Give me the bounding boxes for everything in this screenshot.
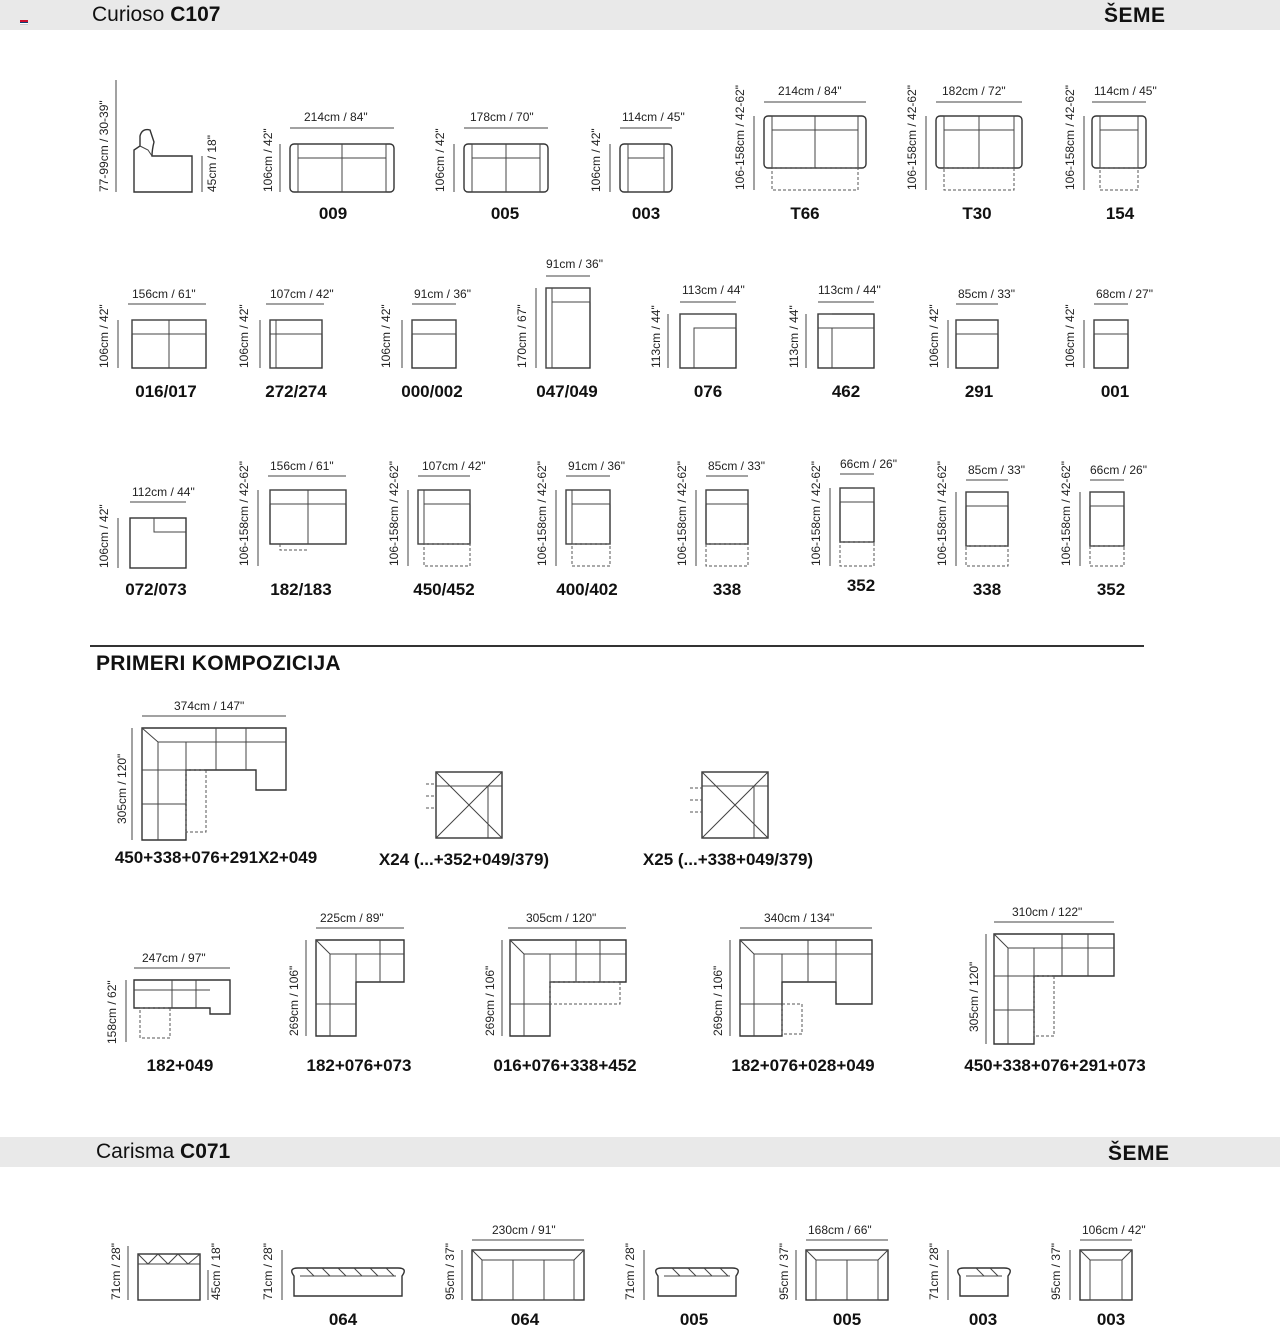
composition-182-049 [100, 946, 260, 1078]
scheme-code: 005 [832, 1310, 862, 1328]
carisma-side-profile [104, 1222, 234, 1312]
schemes-label: ŠEME [1108, 1142, 1170, 1165]
dim-height: 106cm / 42" [433, 128, 447, 192]
dim-height: 269cm / 106" [483, 965, 497, 1036]
dim-height: 106cm / 42" [1063, 304, 1077, 368]
dim-height: 113cm / 44" [649, 305, 663, 368]
dim-height: 106-158cm / 42-62" [1059, 461, 1073, 566]
scheme-code: 272/274 [265, 382, 327, 401]
dim-height: 106cm / 42" [379, 304, 393, 368]
dim-width: 113cm / 44" [818, 283, 881, 297]
dim-width: 156cm / 61" [270, 459, 334, 473]
composition-code: 182+049 [146, 1056, 214, 1075]
dim-height: 106-158cm / 42-62" [935, 461, 949, 566]
dim-height: 269cm / 106" [287, 965, 301, 1036]
dim-height: 71cm / 28" [261, 1243, 275, 1300]
dim-width: 107cm / 42" [270, 287, 334, 301]
dim-height: 106-158cm / 42-62" [237, 461, 251, 566]
carisma-005-top [772, 1222, 922, 1328]
dim-width: 106cm / 42" [1082, 1223, 1146, 1237]
scheme-450-452 [384, 446, 504, 604]
scheme-code: 076 [693, 382, 723, 401]
scheme-code: 003 [968, 1310, 998, 1328]
scheme-code: 016/017 [135, 382, 197, 401]
dim-width: 85cm / 33" [958, 287, 1015, 301]
dim-width: 182cm / 72" [942, 84, 1006, 98]
dim-width: 68cm / 27" [1096, 287, 1153, 301]
composition-X25 [628, 764, 828, 876]
dim-seat-height: 45cm / 18" [209, 1243, 223, 1300]
dim-width: 113cm / 44" [682, 283, 745, 297]
carisma-003-top [1046, 1222, 1176, 1328]
scheme-code: 352 [1096, 580, 1126, 599]
scheme-009 [258, 110, 408, 230]
dim-height: 106cm / 42" [927, 304, 941, 368]
scheme-code: 450/452 [413, 580, 475, 599]
composition-016-076-338-452 [480, 906, 650, 1078]
carisma-064-top [440, 1222, 610, 1328]
dim-height: 106-158cm / 42-62" [905, 85, 919, 190]
scheme-000-002 [376, 284, 488, 408]
scheme-182-183 [236, 446, 366, 604]
scheme-code: 400/402 [556, 580, 618, 599]
dim-width: 178cm / 70" [470, 110, 534, 124]
scheme-272-274 [236, 284, 356, 408]
scheme-005 [430, 110, 580, 230]
dim-height: 106cm / 42" [97, 304, 111, 368]
dim-width: 91cm / 36" [568, 459, 625, 473]
scheme-code: 338 [712, 580, 742, 599]
scheme-code: T66 [790, 204, 820, 223]
scheme-338-b [932, 446, 1042, 604]
scheme-047-049 [512, 252, 622, 408]
dim-height: 95cm / 37" [1049, 1243, 1063, 1300]
scheme-code: 009 [318, 204, 348, 223]
composition-1 [96, 694, 336, 874]
dim-height: 106-158cm / 42-62" [733, 85, 747, 190]
dim-height: 106cm / 42" [589, 128, 603, 192]
dim-height: 106-158cm / 42-62" [1063, 85, 1077, 190]
dim-height: 106-158cm / 42-62" [535, 461, 549, 566]
carisma-003-front [924, 1222, 1042, 1328]
dim-height: 158cm / 62" [105, 980, 119, 1044]
composition-code: X25 (...+338+049/379) [642, 850, 814, 869]
scheme-code: 291 [964, 382, 994, 401]
scheme-016-017 [96, 284, 236, 408]
dim-width: 230cm / 91" [492, 1223, 556, 1237]
dim-width: 66cm / 26" [1090, 463, 1147, 477]
composition-code: 182+076+073 [306, 1056, 412, 1075]
section-title: PRIMERI KOMPOZICIJA [96, 652, 341, 675]
scheme-code: 064 [328, 1310, 358, 1328]
scheme-T30 [902, 70, 1052, 230]
dim-width: 107cm / 42" [422, 459, 486, 473]
dim-height: 106cm / 42" [97, 504, 111, 568]
scheme-code: 072/073 [125, 580, 187, 599]
dim-width: 214cm / 84" [304, 110, 368, 124]
scheme-code: 003 [631, 204, 661, 223]
scheme-352-a [806, 442, 916, 604]
dim-width: 66cm / 26" [840, 457, 897, 471]
scheme-T66 [730, 70, 880, 230]
dim-height: 95cm / 37" [777, 1243, 791, 1300]
scheme-code: 064 [510, 1310, 540, 1328]
dim-height: 305cm / 120" [967, 961, 981, 1032]
scheme-003 [586, 110, 706, 230]
dim-height: 305cm / 120" [115, 753, 129, 824]
composition-code: X24 (...+352+049/379) [378, 850, 550, 869]
scheme-code: 003 [1096, 1310, 1126, 1328]
scheme-code: 182/183 [270, 580, 332, 599]
scheme-076 [648, 280, 768, 408]
scheme-338-a [672, 446, 782, 604]
scheme-154 [1060, 70, 1180, 230]
dim-seat-height: 45cm / 18" [205, 135, 219, 192]
scheme-291 [924, 284, 1034, 408]
dim-height: 71cm / 28" [109, 1243, 123, 1300]
product-title: Carisma C071 [96, 1140, 231, 1163]
dim-height: 106-158cm / 42-62" [809, 461, 823, 566]
schemes-label: ŠEME [1104, 4, 1166, 27]
dim-width: 214cm / 84" [778, 84, 842, 98]
composition-182-076-073 [284, 906, 434, 1078]
dim-height: 95cm / 37" [443, 1243, 457, 1300]
composition-182-076-028-049 [708, 906, 898, 1078]
dim-height: 106cm / 42" [261, 128, 275, 192]
dim-width: 310cm / 122" [1012, 905, 1083, 919]
flag-icon [20, 20, 28, 25]
carisma-064-front [258, 1222, 428, 1328]
scheme-072-073 [96, 478, 216, 604]
dim-width: 85cm / 33" [708, 459, 765, 473]
dim-width: 91cm / 36" [414, 287, 471, 301]
dim-height: 106cm / 42" [237, 304, 251, 368]
scheme-code: 001 [1100, 382, 1130, 401]
scheme-code: 154 [1105, 204, 1135, 223]
scheme-code: 005 [490, 204, 520, 223]
dim-width: 374cm / 147" [174, 699, 245, 713]
composition-code: 182+076+028+049 [731, 1056, 875, 1075]
dim-width: 112cm / 44" [132, 485, 195, 499]
scheme-side-profile [96, 70, 226, 210]
dim-width: 168cm / 66" [808, 1223, 872, 1237]
dim-height: 269cm / 106" [711, 965, 725, 1036]
scheme-352-b [1056, 446, 1166, 604]
dim-width: 114cm / 45" [622, 110, 685, 124]
dim-height: 113cm / 44" [787, 305, 801, 368]
dim-height: 106-158cm / 42-62" [387, 461, 401, 566]
dim-width: 305cm / 120" [526, 911, 597, 925]
scheme-code: 047/049 [536, 382, 598, 401]
scheme-code: 005 [679, 1310, 709, 1328]
scheme-code: 000/002 [401, 382, 463, 401]
scheme-462 [786, 280, 906, 408]
dim-width: 225cm / 89" [320, 911, 384, 925]
composition-code: 450+338+076+291+073 [964, 1056, 1146, 1075]
dim-width: 340cm / 134" [764, 911, 835, 925]
scheme-code: 338 [972, 580, 1002, 599]
scheme-code: 352 [846, 576, 876, 595]
header-band-carisma [0, 1137, 1280, 1167]
dim-width: 156cm / 61" [132, 287, 196, 301]
dim-width: 91cm / 36" [546, 257, 603, 271]
scheme-code: 462 [831, 382, 861, 401]
header-band-curioso [0, 0, 1280, 30]
scheme-code: T30 [962, 204, 992, 223]
dim-height: 77-99cm / 30-39" [97, 100, 111, 192]
dim-height: 106-158cm / 42-62" [675, 461, 689, 566]
composition-450-338-076-291-073 [950, 900, 1160, 1078]
section-divider [90, 645, 1144, 647]
scheme-400-402 [532, 446, 642, 604]
scheme-001 [1060, 284, 1170, 408]
dim-height: 71cm / 28" [623, 1243, 637, 1300]
dim-height: 71cm / 28" [927, 1243, 941, 1300]
dim-width: 247cm / 97" [142, 951, 206, 965]
carisma-005-front [622, 1222, 766, 1328]
dim-height: 170cm / 67" [515, 304, 529, 368]
dim-width: 114cm / 45" [1094, 84, 1157, 98]
product-title: Curioso C107 [92, 3, 221, 26]
dim-width: 85cm / 33" [968, 463, 1025, 477]
composition-code: 016+076+338+452 [493, 1056, 637, 1075]
composition-X24 [364, 764, 564, 876]
composition-code: 450+338+076+291X2+049 [114, 848, 318, 867]
